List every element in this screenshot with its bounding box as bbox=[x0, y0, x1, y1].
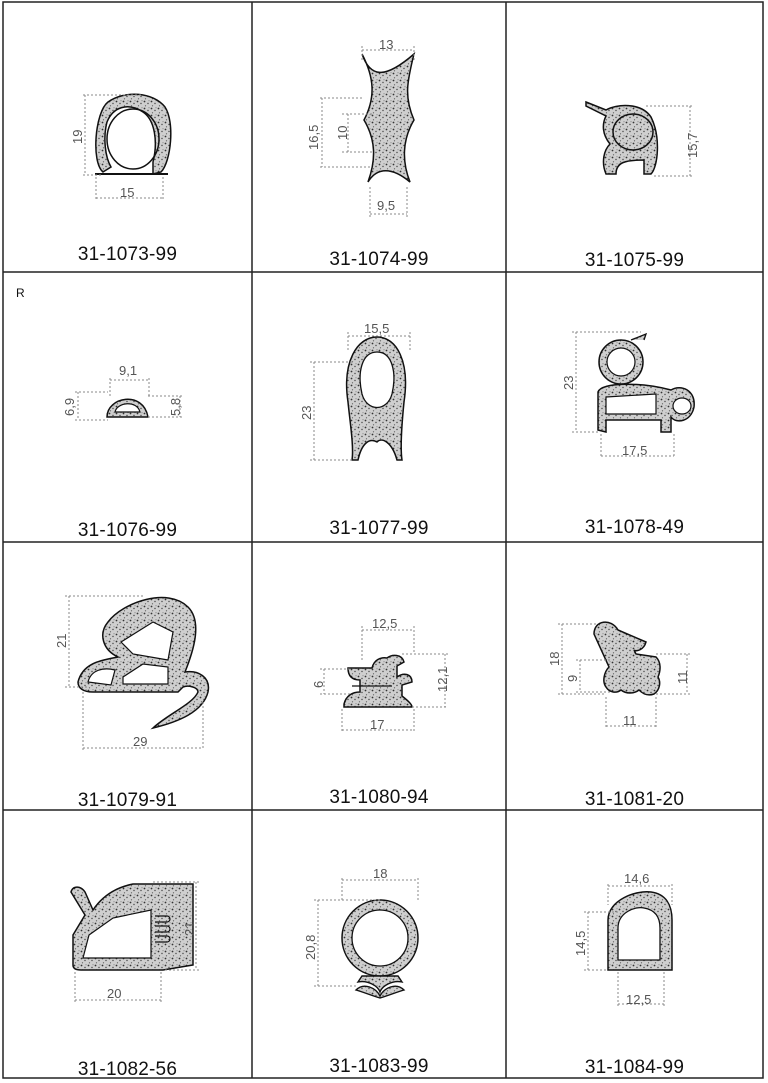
seal-profile-drawing bbox=[252, 272, 506, 542]
dimension-label: 9,1 bbox=[119, 363, 138, 378]
dimension-label: 9,5 bbox=[377, 198, 396, 213]
dimension-label: 5,8 bbox=[168, 397, 183, 416]
profile-cell bbox=[506, 272, 763, 542]
dimension-label: 15,7 bbox=[685, 132, 700, 158]
part-number: 31-1084-99 bbox=[584, 1057, 685, 1078]
part-number: 31-1078-49 bbox=[584, 517, 685, 538]
part-number: 31-1081-20 bbox=[584, 789, 685, 810]
part-number: 31-1077-99 bbox=[329, 518, 429, 539]
dimension-label: 20,8 bbox=[303, 934, 318, 960]
part-number: 31-1080-94 bbox=[329, 787, 429, 808]
dimension-label: 15 bbox=[120, 185, 135, 200]
dimension-label: 10 bbox=[335, 125, 350, 140]
profile-cell bbox=[506, 542, 763, 810]
part-number: 31-1082-56 bbox=[77, 1059, 178, 1080]
corner-mark: R bbox=[16, 286, 25, 300]
dimension-label: 9 bbox=[565, 674, 580, 682]
seal-profile-drawing bbox=[252, 810, 506, 1078]
dimension-label: 11 bbox=[623, 713, 637, 728]
dimension-label: 6,9 bbox=[62, 397, 77, 416]
dimension-label: 14,5 bbox=[573, 930, 588, 956]
dimension-label: 13 bbox=[379, 37, 394, 52]
dimension-label: 23 bbox=[561, 375, 576, 390]
seal-profile-drawing bbox=[506, 2, 763, 272]
part-number: 31-1073-99 bbox=[77, 244, 178, 265]
dimension-label: 21 bbox=[182, 921, 197, 936]
dimension-label: 12,5 bbox=[372, 616, 398, 631]
dimension-label: 16,5 bbox=[306, 124, 321, 150]
part-number: 31-1076-99 bbox=[77, 520, 178, 541]
dimension-label: 12,1 bbox=[435, 666, 450, 692]
dimension-label: 11 bbox=[675, 670, 690, 684]
dimension-label: 18 bbox=[373, 866, 388, 881]
profile-cell bbox=[3, 2, 252, 272]
dimension-label: 23 bbox=[299, 405, 314, 420]
dimension-label: 19 bbox=[70, 129, 85, 144]
dimension-label: 6 bbox=[311, 680, 326, 688]
seal-profile-drawing bbox=[506, 542, 763, 810]
part-number: 31-1079-91 bbox=[77, 790, 178, 811]
profile-cell bbox=[252, 272, 506, 542]
dimension-label: 17 bbox=[370, 717, 385, 732]
dimension-label: 14,6 bbox=[624, 871, 650, 886]
dimension-label: 20 bbox=[107, 986, 122, 1001]
seal-profile-drawing bbox=[506, 272, 763, 542]
seal-profile-drawing bbox=[3, 810, 252, 1078]
profile-cell bbox=[3, 272, 252, 542]
dimension-label: 12,5 bbox=[626, 992, 652, 1007]
part-number: 31-1075-99 bbox=[584, 250, 685, 271]
profile-cell bbox=[506, 810, 763, 1078]
part-number: 31-1083-99 bbox=[329, 1056, 429, 1077]
profile-cell bbox=[252, 2, 506, 272]
seal-profile-drawing bbox=[252, 542, 506, 810]
part-number: 31-1074-99 bbox=[329, 249, 429, 270]
profile-cell bbox=[252, 810, 506, 1078]
profile-cell bbox=[3, 810, 252, 1078]
dimension-label: 18 bbox=[547, 651, 562, 666]
dimension-label: 15,5 bbox=[364, 321, 390, 336]
seal-profile-drawing bbox=[3, 272, 252, 542]
dimension-label: 17,5 bbox=[622, 443, 648, 458]
profile-cell bbox=[252, 542, 506, 810]
seal-profile-drawing bbox=[3, 542, 252, 810]
seal-profile-drawing bbox=[3, 2, 252, 272]
seal-profile-drawing bbox=[506, 810, 763, 1078]
dimension-label: 29 bbox=[133, 734, 148, 749]
profile-cell bbox=[506, 2, 763, 272]
dimension-label: 21 bbox=[54, 633, 69, 648]
profile-cell bbox=[3, 542, 252, 810]
